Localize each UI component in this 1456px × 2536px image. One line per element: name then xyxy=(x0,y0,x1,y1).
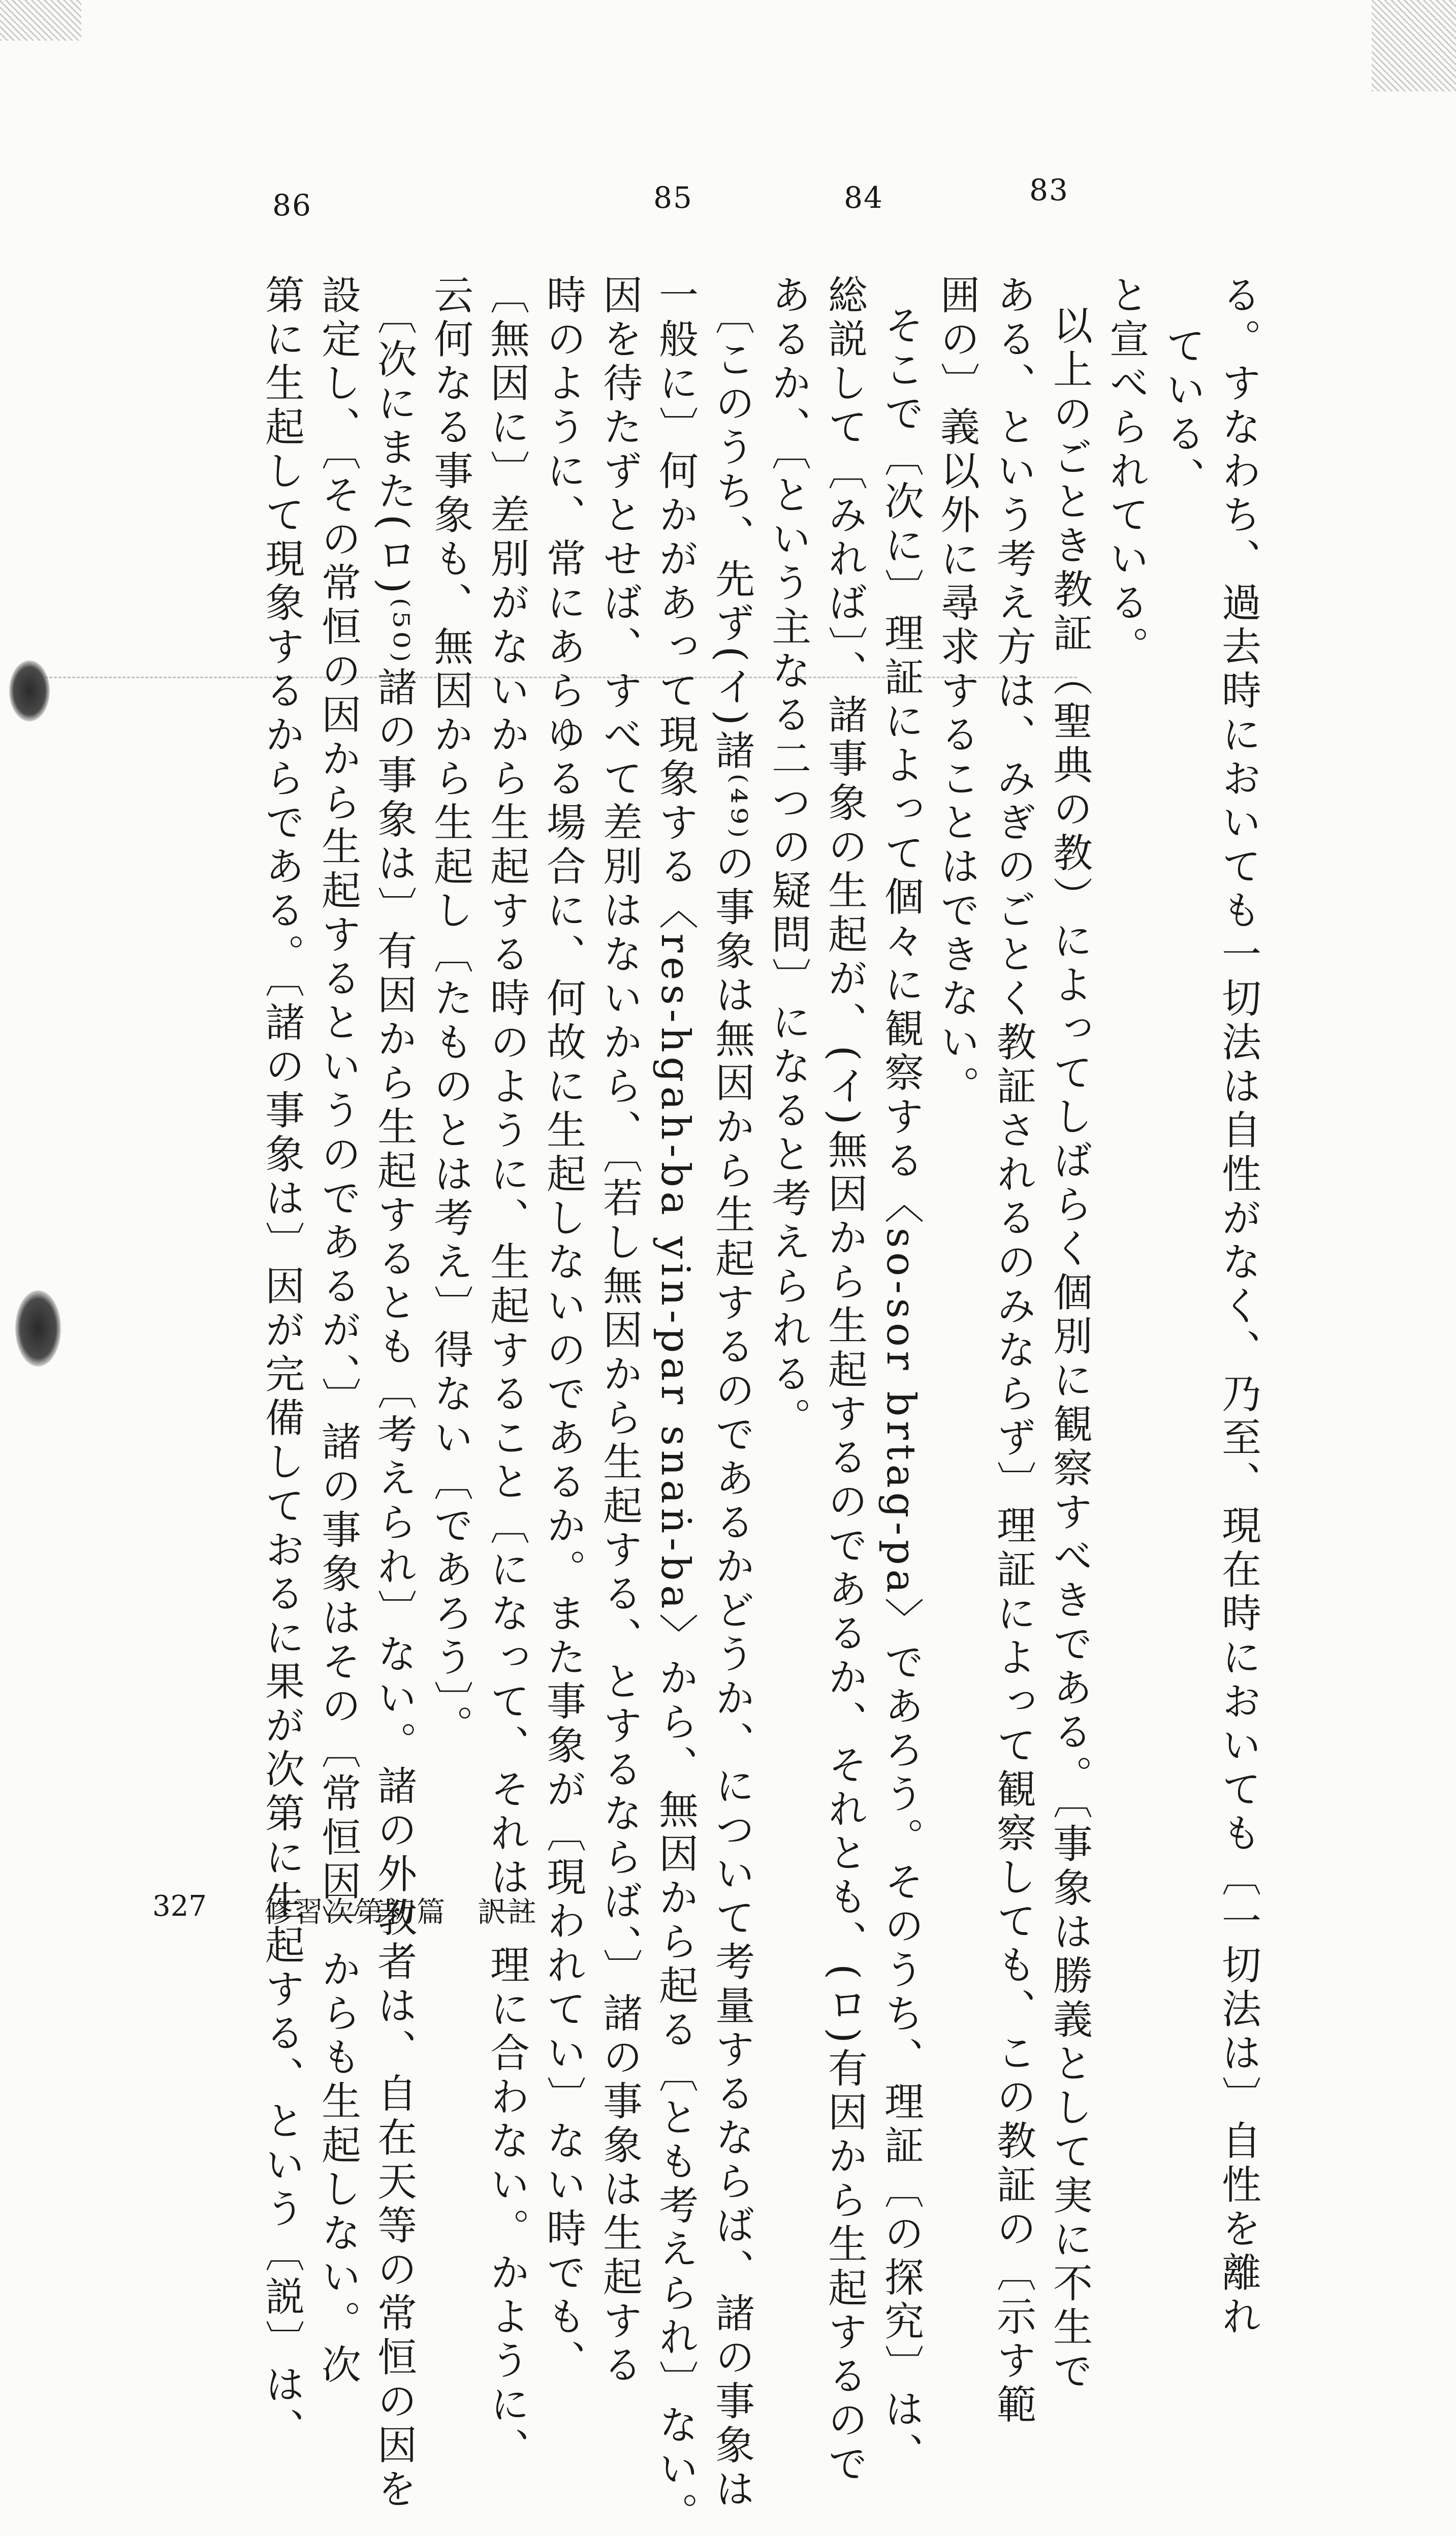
scan-noise-top-left xyxy=(0,0,81,41)
text-column: 総説して〔みれば〕、諸事象の生起が、(イ)無因から生起するのであるか、それとも、(ロ)有因から生起するので xyxy=(821,274,867,2487)
section-number-86: 86 xyxy=(272,188,312,223)
text-column: 時のように、常にあらゆる場合に、何故に生起しないのであるか。また事象が〔現われてい〕ない時でも、 xyxy=(540,274,586,2384)
section-number-85: 85 xyxy=(653,180,693,215)
scan-noise-top-right xyxy=(1372,0,1456,91)
text-column: そこで〔次に〕理証によって個々に観察する〈so-sor brtag-pa〉であろう。そのうち、理証〔の探究〕は、 xyxy=(878,305,924,2477)
binding-hole-mark xyxy=(9,660,50,721)
text-column: 第に生起して現象するからである。〔諸の事象は〕因が完備しておるに果が次第に生起する、という〔説〕は、 xyxy=(259,274,304,2452)
text-column: ている、 xyxy=(1159,325,1205,501)
text-column: 設定し、〔その常恒の因から生起するというのであるが、〕諸の事象はその〔常恒因〕からも生起しない。次 xyxy=(315,274,361,2388)
text-column: 以上のごとき教証（聖典の教）によってしばらく個別に観察すべきである。〔事象は勝義として実に不生で xyxy=(1047,305,1092,2394)
text-column: 一般に〕何かがあって現象する〈res-hgah-ba yin-par snaṅ-ba〉から、無因から起る〔とも考えられ〕ない。 xyxy=(652,274,698,2536)
text-column: る。すなわち、過去時においても一切法は自性がなく、乃至、現在時においても〔一切法は〕自性を離れ xyxy=(1215,274,1261,2340)
section-number-83: 83 xyxy=(1029,173,1069,207)
text-column: 〔無因に〕差別がないから生起する時のように、生起すること〔になって、それは〕理に合わない。かように、 xyxy=(484,274,529,2471)
text-column: ある、という考え方は、みぎのごとく教証されるのみならず〕理証によって観察しても、この教証の〔示す範 xyxy=(990,274,1036,2428)
running-title: 修習次第初篇 訳註 xyxy=(264,1896,539,1929)
text-column: 〔次にまた(ロ)⁽⁵⁰⁾諸の事象は〕有因から生起するとも〔考えられ〕ない。諸の外教者は、自在天等の常恒の因を xyxy=(371,295,417,2512)
text-column: あるか、〔という主なる二つの疑問〕になると考えられる。 xyxy=(765,274,811,1441)
text-column: 〔このうち、先ず(イ)諸⁽⁴⁹⁾の事象は無因から生起するのであるかどうか、について考量するならば、諸の事象は xyxy=(709,295,754,2512)
text-column: と宣べられている。 xyxy=(1103,274,1149,670)
binding-hole-mark xyxy=(15,1290,61,1367)
text-column: 因を待たずとせば、すべて差別はないから、〔若し無因から生起する、とするならば、〕諸の事象は生起する xyxy=(596,274,642,2388)
section-number-84: 84 xyxy=(844,180,883,215)
text-column: 囲の〕義以外に尋求することはできない。 xyxy=(934,274,979,1110)
text-column: 云何なる事象も、無因から生起し〔たものとは考え〕得ない〔であろう〕。 xyxy=(427,274,473,1749)
page-number: 327 xyxy=(152,1890,207,1923)
